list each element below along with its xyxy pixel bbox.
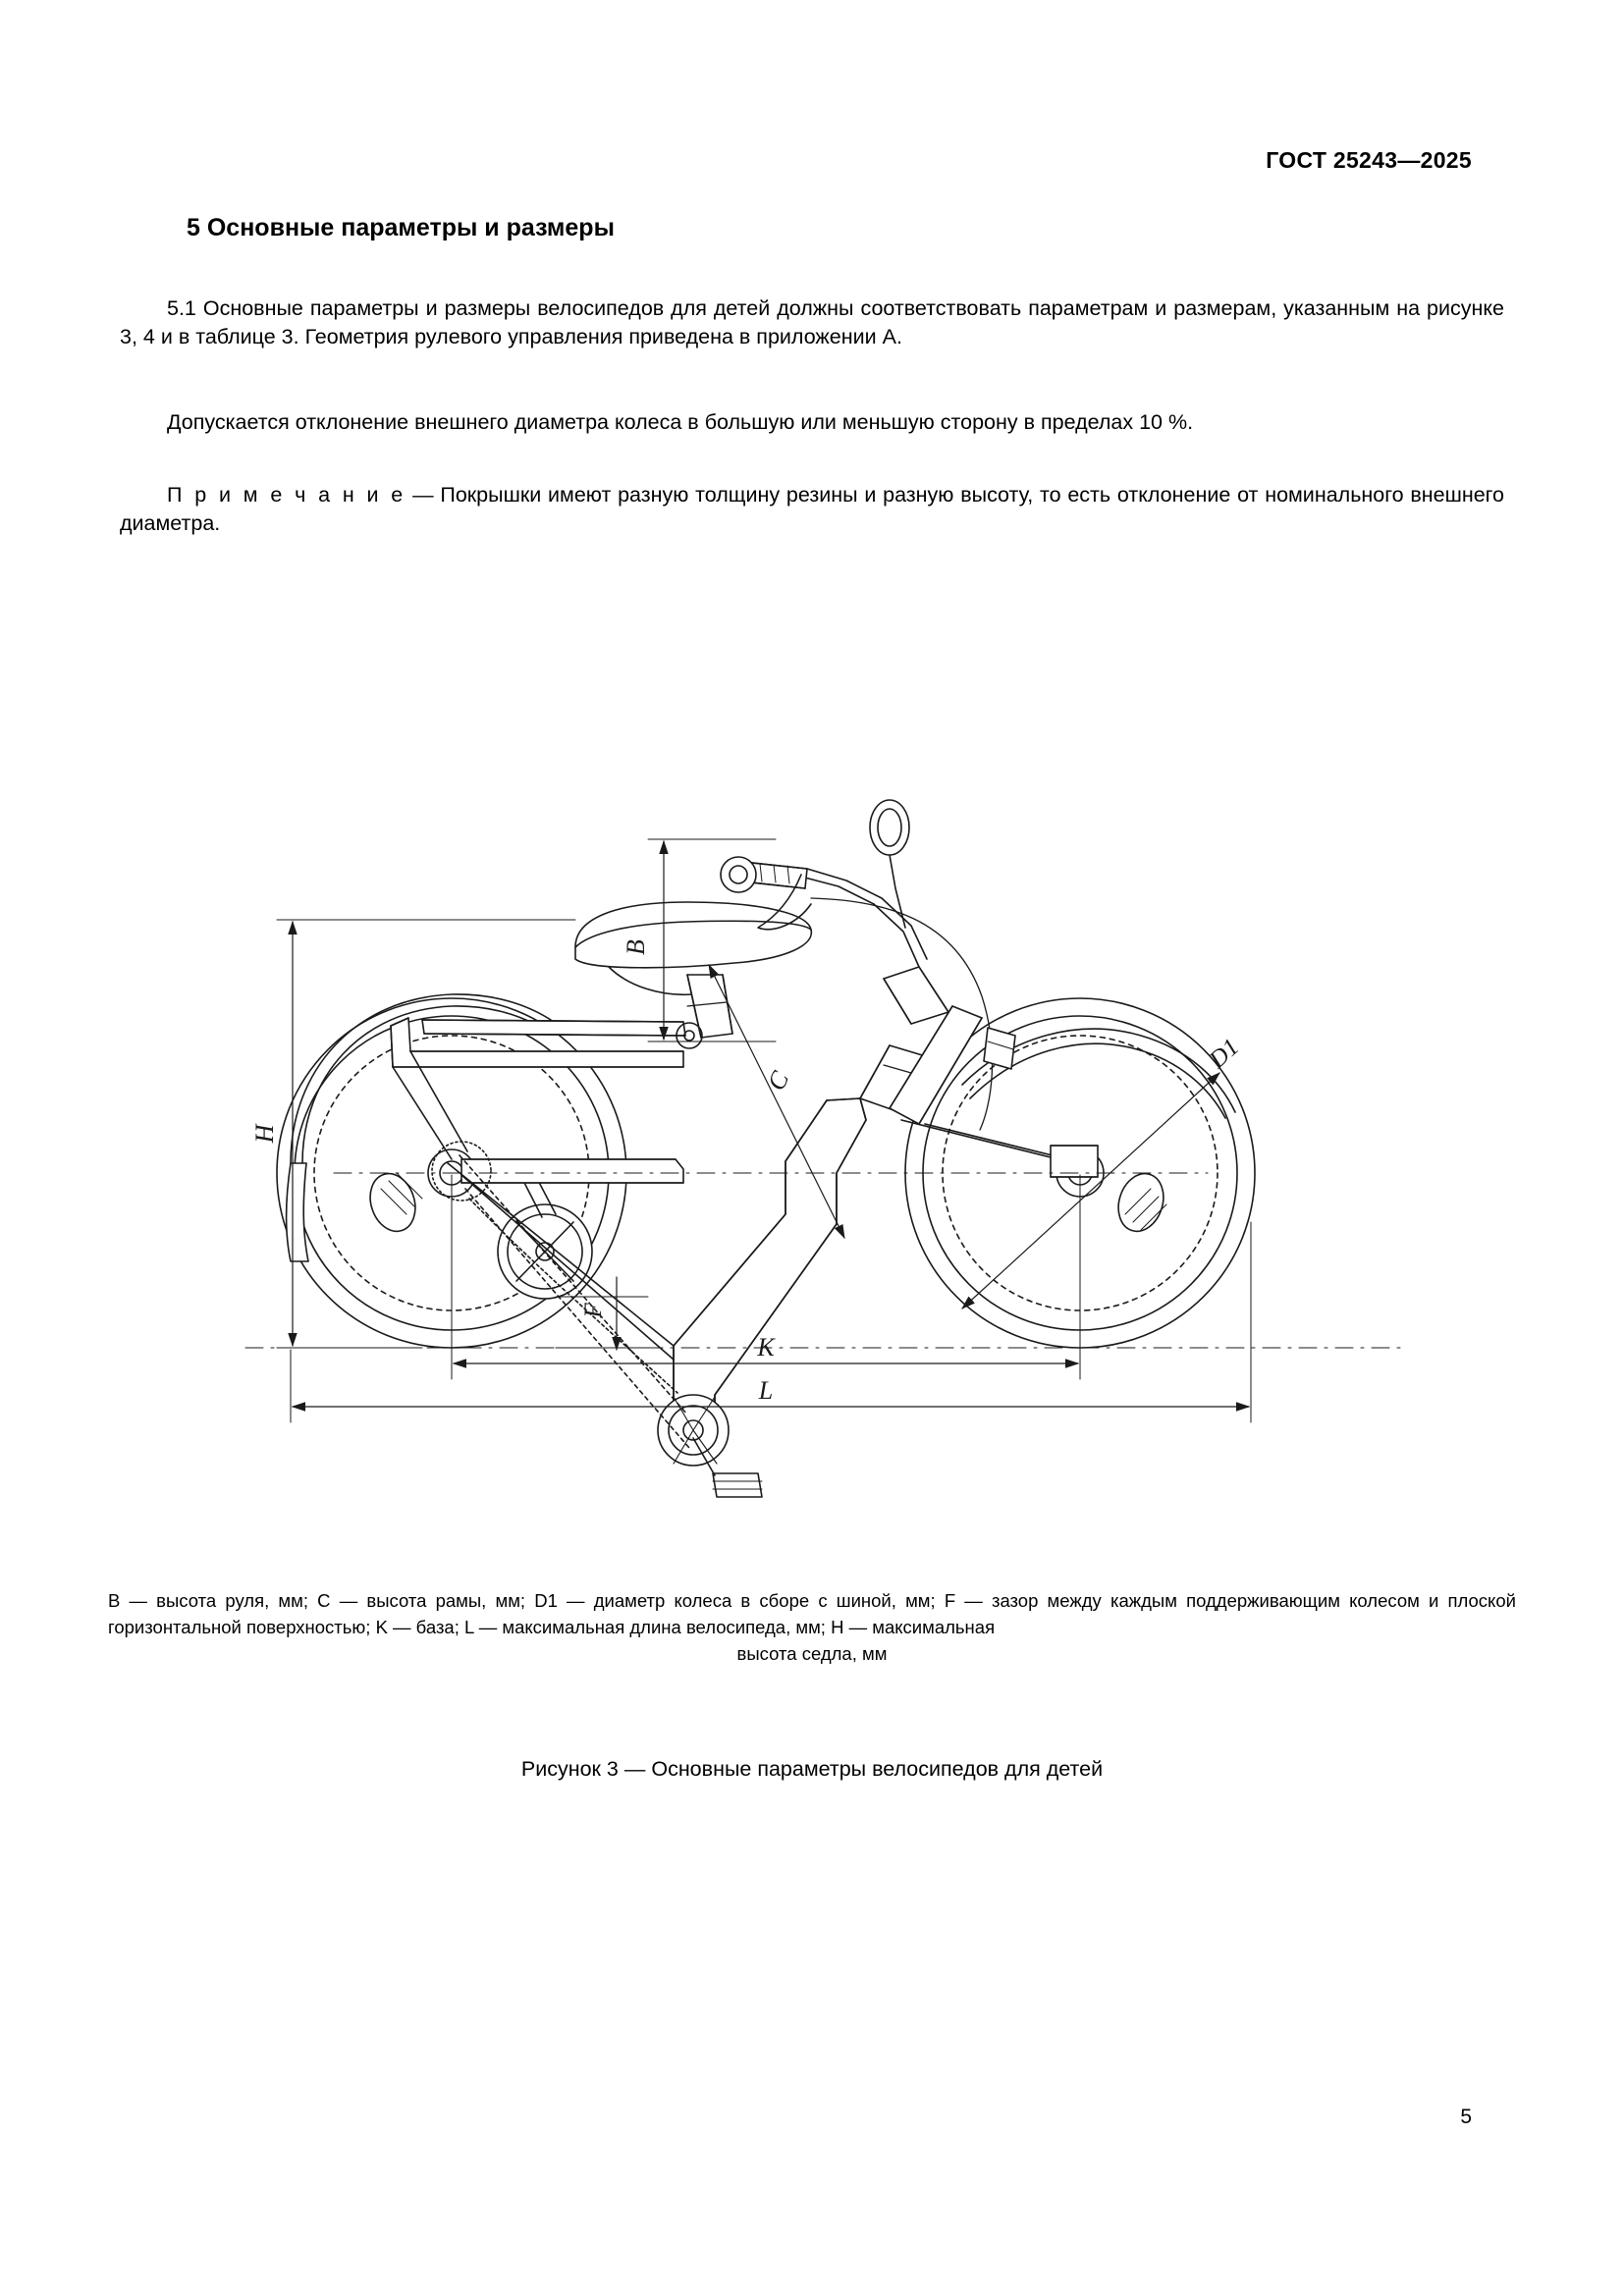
figure-legend-last-line: высота седла, мм — [736, 1642, 888, 1664]
dimension-label-K: K — [757, 1333, 775, 1362]
figure-caption: Рисунок 3 — Основные параметры велосипедов для детей — [520, 1757, 1104, 1781]
section-heading: 5 Основные параметры и размеры — [187, 214, 615, 241]
dimension-label-D1: D1 — [1204, 1034, 1245, 1074]
page-number: 5 — [1460, 2106, 1472, 2128]
figure-3-bicycle-diagram — [98, 574, 1522, 1546]
pedal — [713, 1473, 762, 1497]
dimension-label-L: L — [758, 1376, 774, 1405]
figure-legend — [108, 1588, 1516, 1667]
dimension-label-F: F — [580, 1303, 607, 1318]
saddle — [575, 902, 811, 968]
paragraph-5-1 — [120, 294, 1504, 352]
dimension-label-H: H — [250, 1124, 279, 1144]
page-header-standard-number: ГОСТ 25243—2025 — [1266, 147, 1472, 173]
note-text: — Покрышки имеют разную толщину резины и разную высоту, то есть отклонение от номинального внешнего диаметра. — [120, 483, 1505, 536]
note-label: П р и м е ч а н и е — [167, 483, 406, 507]
dimension-label-B: B — [622, 939, 650, 955]
paragraph-5-1-text: 5.1 Основные параметры и размеры велосипедов для детей должны соответствовать параметрам и размерам, указанным на рисунке 3, 4 и в таблице 3. Геометрия рулевого управления приведена в приложении А. — [120, 296, 1504, 349]
figure-legend-text: B — высота руля, мм; C — высота рамы, мм; D1 — диаметр колеса в сборе с шиной, мм; F — зазор между каждым поддерживающим колесом и плоской горизонтальной поверхностью; K — база; L — максимальная длина велосипеда, мм; H — максимальная — [108, 1590, 1516, 1637]
handlebar — [801, 877, 919, 967]
paragraph-tolerance-text: Допускается отклонение внешнего диаметра колеса в большую или меньшую сторону в пределах 10 %. — [167, 410, 1194, 434]
note-block — [120, 481, 1504, 539]
dimension-C — [709, 965, 844, 1238]
paragraph-tolerance — [120, 408, 1504, 437]
dimension-label-C: C — [761, 1066, 795, 1095]
